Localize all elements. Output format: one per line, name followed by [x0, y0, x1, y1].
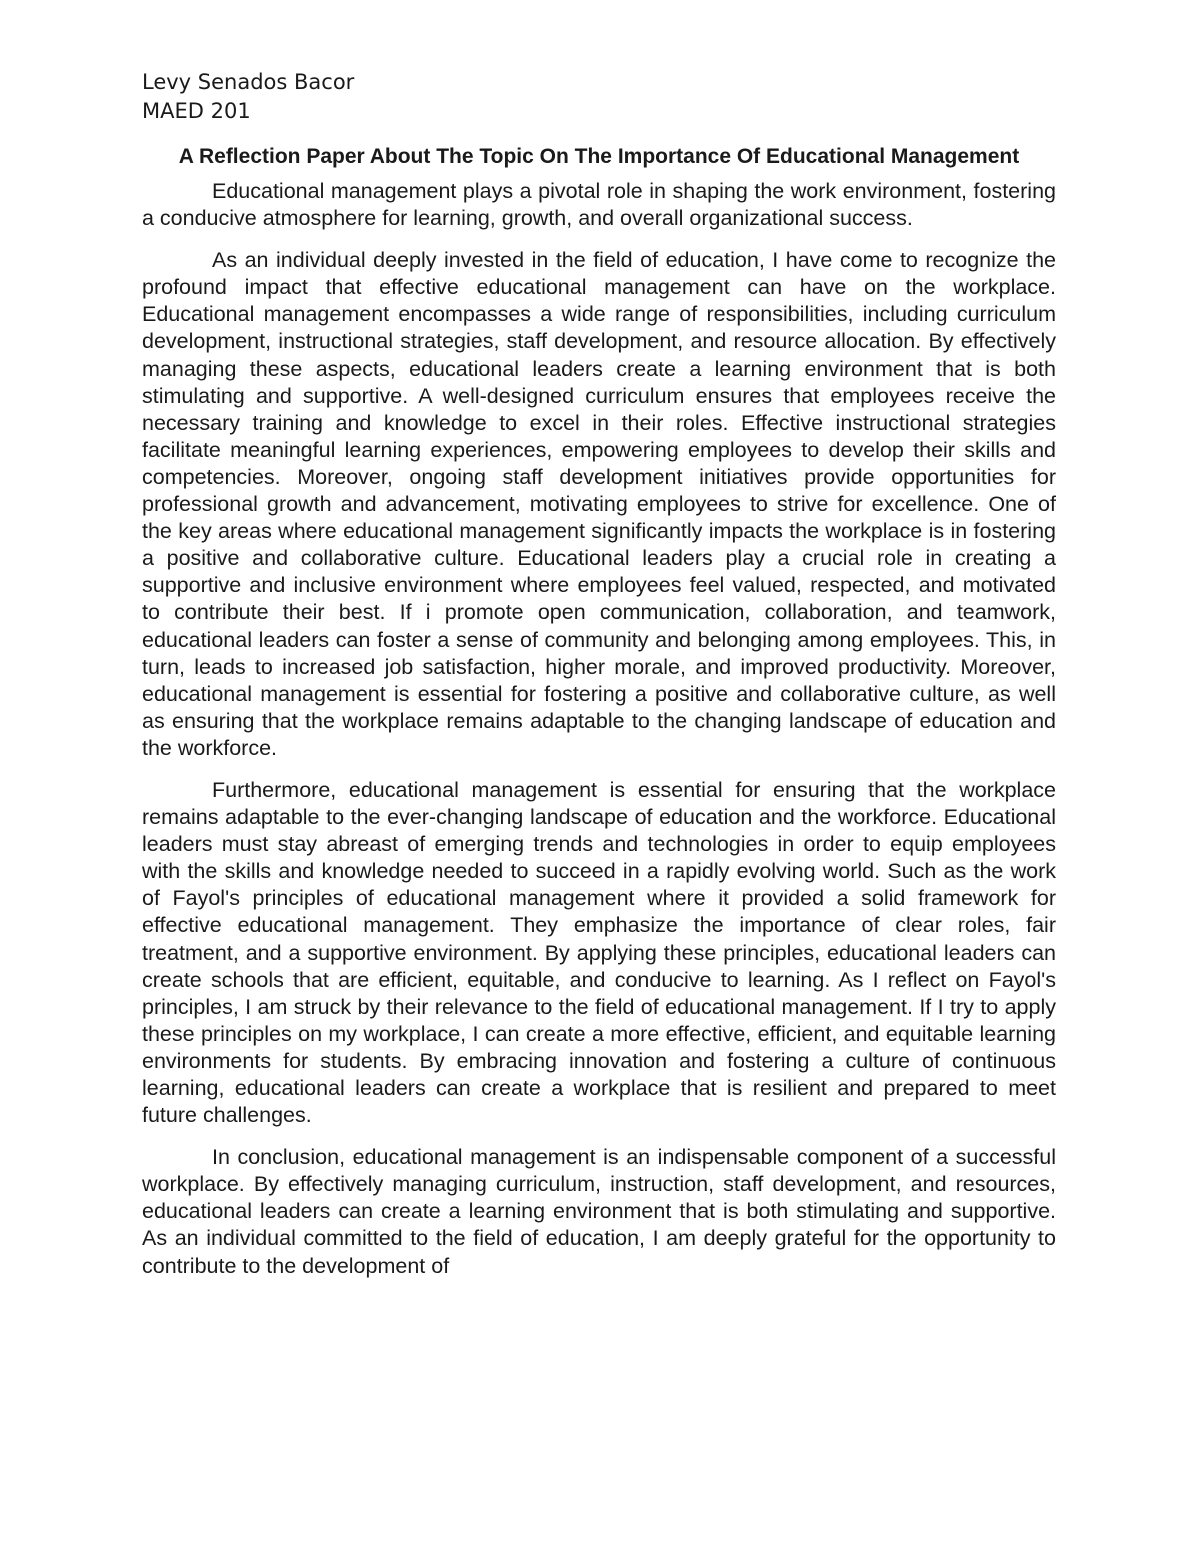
paragraph-body-2: Furthermore, educational management is essential for ensuring that the workplace remains adaptable to the ever-changing landscape of education and the workforce. Educational leaders must stay abreast of emerging trends and technologies in order to equip employees with the skills and knowledge needed to succeed in a rapidly evolving world. Such as the work of Fayol's principles of educational management where it provided a solid framework for effective educational management. They emphasize the importance of clear roles, fair treatment, and a supportive environment. By applying these principles, educational leaders can create schools that are efficient, equitable, and conducive to learning. As I reflect on Fayol's principles, I am struck by their relevance to the field of educational management. If I try to apply these principles on my workplace, I can create a more effective, efficient, and equitable learning environments for students. By embracing innovation and fostering a culture of continuous learning, educational leaders can create a workplace that is resilient and prepared to meet future challenges.: [142, 777, 1056, 1128]
paragraph-conclusion: In conclusion, educational management is an indispensable component of a successful workplace. By effectively managing curriculum, instruction, staff development, and resources, educational leaders can create a learning environment that is both stimulating and supportive. As an individual committed to the field of education, I am deeply grateful for the opportunity to contribute to the development of: [142, 1145, 1056, 1278]
course-code: MAED 201: [142, 99, 251, 123]
document-title: A Reflection Paper About The Topic On The Importance Of Educational Management: [178, 145, 1020, 168]
author-name: Levy Senados Bacor: [142, 70, 355, 94]
document-body: [142, 68, 1056, 1295]
paragraph-body-1: As an individual deeply invested in the field of education, I have come to recognize the profound impact that effective educational management can have on the workplace. Educational management encompasses a wide range of responsibilities, including curriculum development, instructional strategies, staff development, and resource allocation. By effectively managing these aspects, educational leaders create a learning environment that is both stimulating and supportive. A well-designed curriculum ensures that employees receive the necessary training and knowledge to excel in their roles. Effective instructional strategies facilitate meaningful learning experiences, empowering employees to develop their skills and competencies. Moreover, ongoing staff development initiatives provide opportunities for professional growth and advancement, motivating employees to strive for excellence. One of the key areas where educational management significantly impacts the workplace is in fostering a positive and collaborative culture. Educational leaders play a crucial role in creating a supportive and inclusive environment where employees feel valued, respected, and motivated to contribute their best. If i promote open communication, collaboration, and teamwork, educational leaders can foster a sense of community and belonging among employees. This, in turn, leads to increased job satisfaction, higher morale, and improved productivity. Moreover, educational management is essential for fostering a positive and collaborative culture, as well as ensuring that the workplace remains adaptable to the changing landscape of education and the workforce.: [142, 248, 1056, 760]
paragraph-intro: Educational management plays a pivotal role in shaping the work environment, fostering a conducive atmosphere for learning, growth, and overall organizational success.: [142, 179, 1056, 231]
